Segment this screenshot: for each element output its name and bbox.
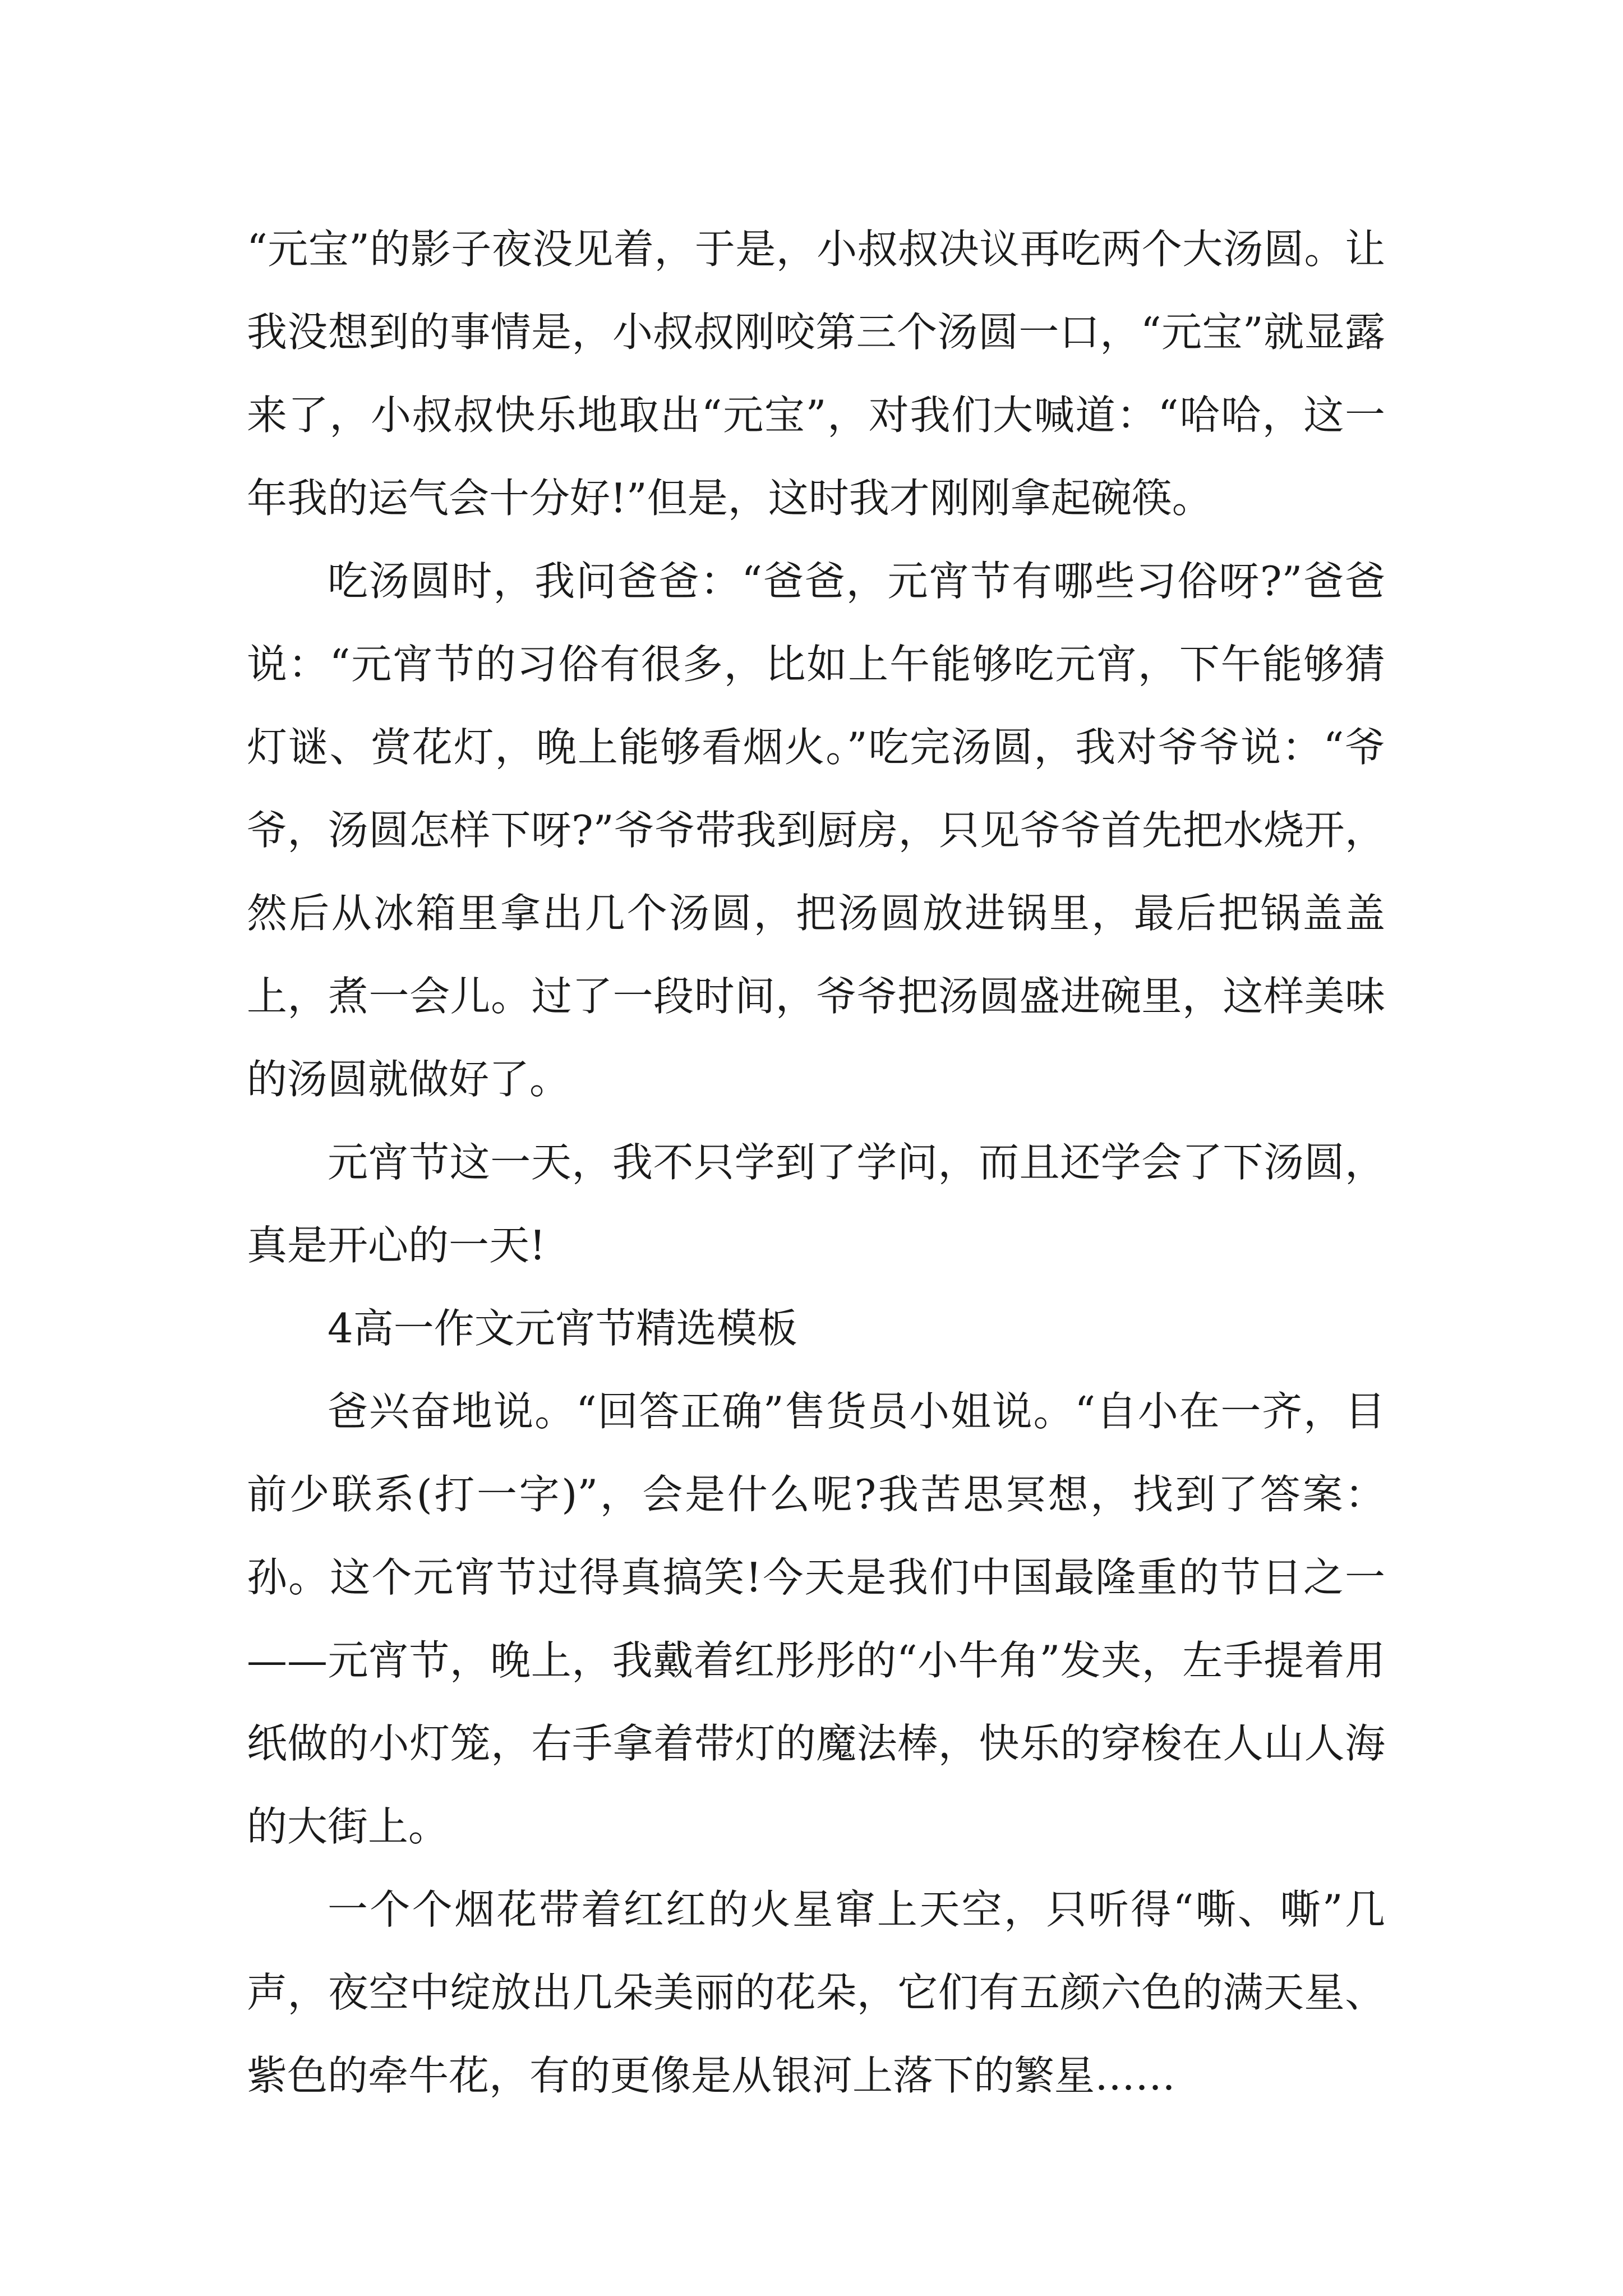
paragraph-1: “元宝”的影子夜没见着，于是，小叔叔决议再吃两个大汤圆。让我没想到的事情是，小叔叔刚咬第三个汤圆一口，“元宝”就显露来了，小叔叔快乐地取出“元宝”，对我们大喊道：“哈哈，这一年我的运气会十分好!”但是，这时我才刚刚拿起碗筷。 [247,226,1385,522]
paragraph-2: 吃汤圆时，我问爸爸：“爸爸，元宵节有哪些习俗呀?”爸爸说：“元宵节的习俗有很多，比如上午能够吃元宵，下午能够猜灯谜、赏花灯，晚上能够看烟火。”吃完汤圆，我对爷爷说：“爷爷，汤圆怎样下呀?”爷爷带我到厨房，只见爷爷首先把水烧开，然后从冰箱里拿出几个汤圆，把汤圆放进锅里，最后把锅盖盖上，煮一会儿。过了一段时间，爷爷把汤圆盛进碗里，这样美味的汤圆就做好了。 [247,558,1385,1103]
section-heading: 4高一作文元宵节精选模板 [328,1305,797,1352]
document-body [247,208,1385,2117]
paragraph-3: 元宵节这一天，我不只学到了学问，而且还学会了下汤圆，真是开心的一天! [247,1139,1385,1269]
paragraph-4: 爸兴奋地说。“回答正确”售货员小姐说。“自小在一齐，目前少联系(打一字)”，会是什么呢?我苦思冥想，找到了答案：孙。这个元宵节过得真搞笑!今天是我们中国最隆重的节日之一——元宵节，晚上，我戴着红彤彤的“小牛角”发夹，左手提着用纸做的小灯笼，右手拿着带灯的魔法棒，快乐的穿梭在人山人海的大街上。 [247,1388,1385,1850]
paragraph-5: 一个个烟花带着红红的火星窜上天空，只听得“嘶、嘶”几声，夜空中绽放出几朵美丽的花朵，它们有五颜六色的满天星、紫色的牵牛花，有的更像是从银河上落下的繁星…… [247,1886,1385,2099]
